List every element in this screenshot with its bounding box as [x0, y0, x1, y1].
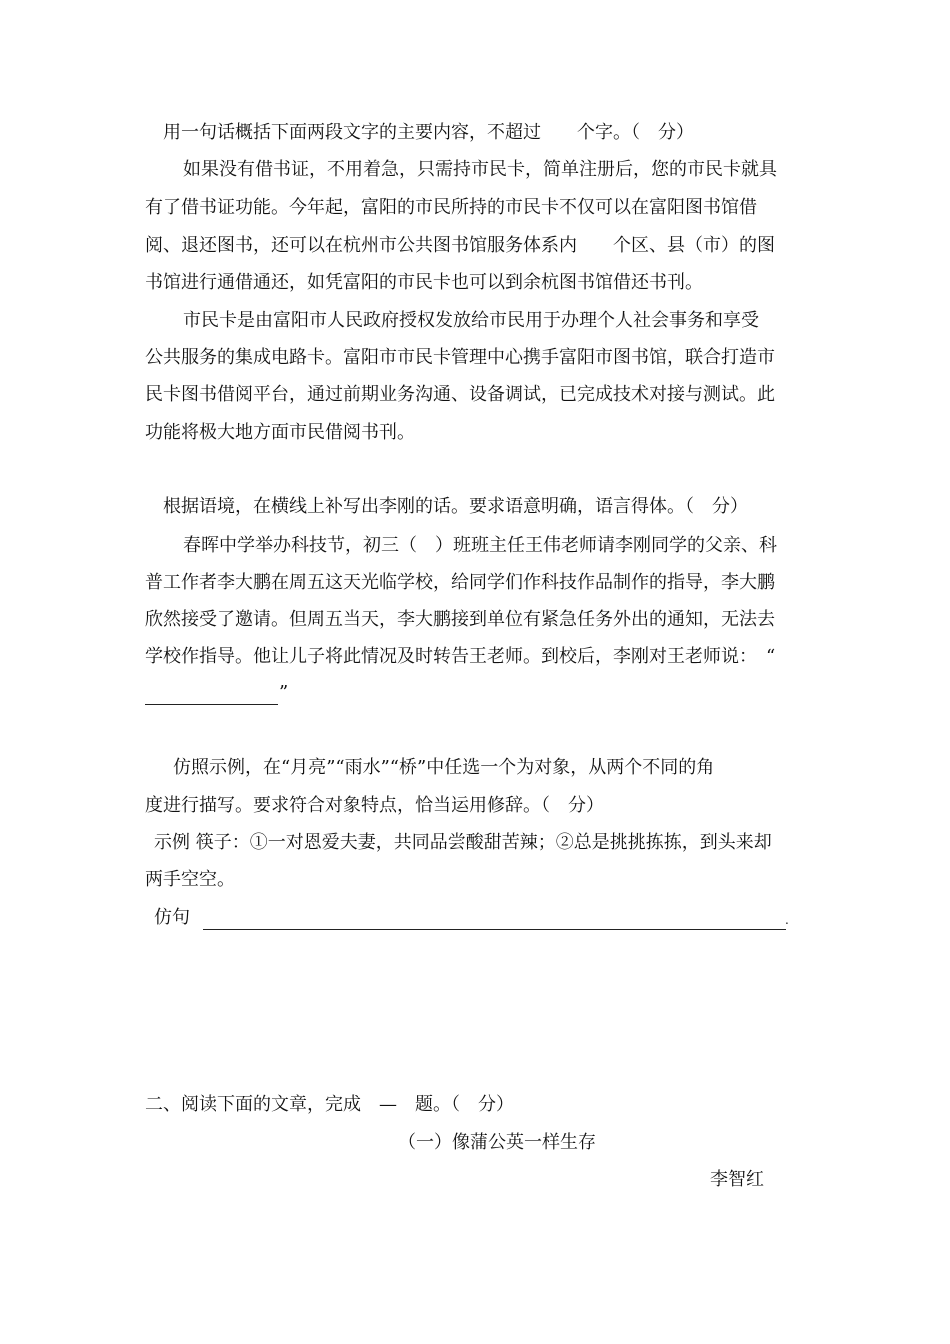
q2-close-quote: ” [279, 682, 289, 703]
q1-paragraph-1-line-3: 阅、退还图书，还可以在杭州市公共图书馆服务体系内 个区、县（市）的图 [145, 235, 775, 256]
q1-paragraph-2-line-2: 公共服务的集成电路卡。富阳市市民卡管理中心携手富阳市图书馆，联合打造市 [145, 347, 775, 368]
q3-answer-blank[interactable] [203, 929, 786, 930]
q3-example-line-2: 两手空空。 [145, 869, 235, 890]
q2-paragraph-line-2: 普工作者李大鹏在周五这天光临学校，给同学们作科技作品制作的指导，李大鹏 [145, 572, 775, 593]
q2-prompt: 根据语境，在横线上补写出李刚的话。要求语意明确，语言得体。（ 分） [163, 496, 748, 517]
q3-prompt-line-1: 仿照示例，在“月亮”“雨水”“桥”中任选一个为对象，从两个不同的角 [173, 757, 715, 778]
q2-paragraph-line-3: 欣然接受了邀请。但周五当天，李大鹏接到单位有紧急任务外出的通知，无法去 [145, 609, 775, 630]
q3-answer-end-mark: . [785, 913, 789, 927]
q2-paragraph-line-4: 学校作指导。他让儿子将此情况及时转告王老师。到校后，李刚对王老师说： “ [145, 646, 776, 667]
q1-paragraph-1-line-4: 书馆进行通借通还，如凭富阳的市民卡也可以到余杭图书馆借还书刊。 [145, 272, 703, 293]
q1-paragraph-1-line-2: 有了借书证功能。今年起，富阳的市民所持的市民卡不仅可以在富阳图书馆借 [145, 197, 757, 218]
q1-paragraph-1-line-1: 如果没有借书证，不用着急，只需持市民卡，简单注册后，您的市民卡就具 [183, 159, 777, 180]
q2-paragraph-line-1: 春晖中学举办科技节，初三（ ）班班主任王伟老师请李刚同学的父亲、科 [183, 535, 777, 556]
q3-example-line-1: 示例 筷子：①一对恩爱夫妻，共同品尝酸甜苦辣；②总是挑挑拣拣，到头来却 [154, 832, 772, 853]
q1-prompt: 用一句话概括下面两段文字的主要内容，不超过 个字。（ 分） [163, 122, 694, 143]
section2-heading: 二、阅读下面的文章，完成 — 题。（ 分） [145, 1094, 514, 1115]
q2-answer-blank[interactable] [145, 704, 278, 705]
q3-prompt-line-2: 度进行描写。要求符合对象特点，恰当运用修辞。（ 分） [145, 795, 604, 816]
section2-author: 李智红 [710, 1169, 764, 1190]
section2-article-title: （一）像蒲公英一样生存 [398, 1132, 596, 1153]
q1-paragraph-2-line-1: 市民卡是由富阳市人民政府授权发放给市民用于办理个人社会事务和享受 [183, 310, 759, 331]
q3-answer-label: 仿句 [154, 907, 190, 928]
q1-paragraph-2-line-4: 功能将极大地方面市民借阅书刊。 [145, 422, 415, 443]
q1-paragraph-2-line-3: 民卡图书借阅平台，通过前期业务沟通、设备调试，已完成技术对接与测试。此 [145, 384, 775, 405]
